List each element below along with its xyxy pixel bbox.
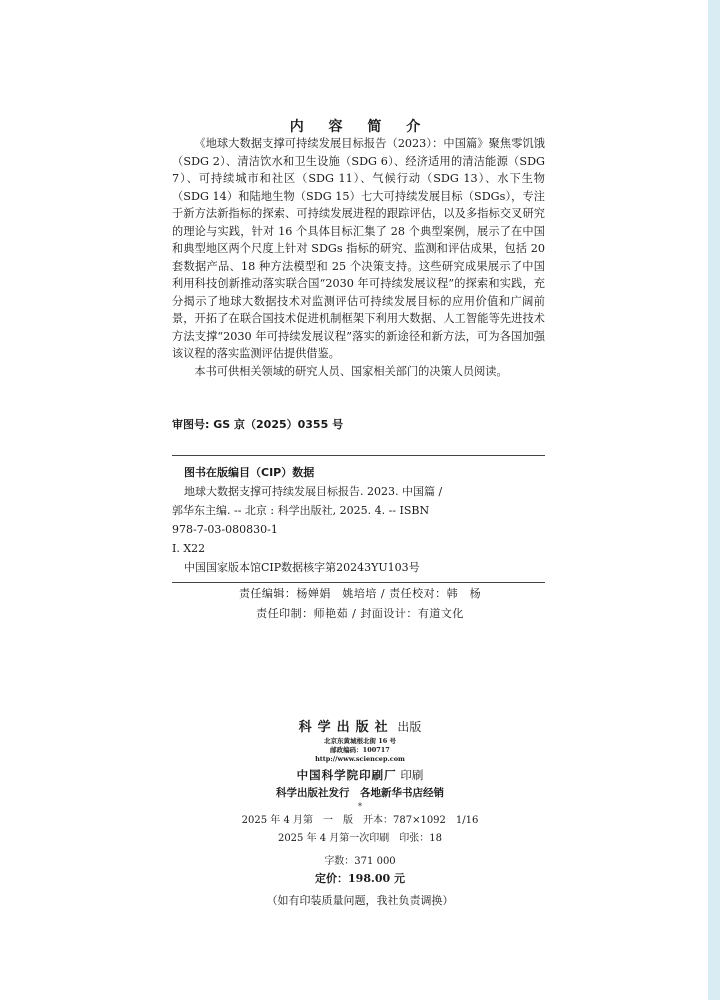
publisher-postcode: 邮政编码：100717 xyxy=(330,746,390,754)
printer-name-logo: 中国科学院印刷厂 xyxy=(296,768,397,782)
word-count: 字数：371 000 xyxy=(324,856,396,867)
cip-line: Ⅰ. X22 xyxy=(172,542,206,555)
publisher-address: 北京东黄城根北街 16 号 xyxy=(323,737,397,745)
cip-line: 地球大数据支撑可持续发展目标报告. 2023. 中国篇 / xyxy=(184,485,443,498)
edition-line: 2025 年 4 月第 一 版 开本：787×1092 1/16 xyxy=(241,815,479,826)
production-credit: 责任印制：师艳茹 / 封面设计：有道文化 xyxy=(256,607,464,620)
summary-paragraph: 《地球大数据支撑可持续发展目标报告（2023）：中国篇》聚焦零饥饿（SDG 2）、清洁饮水和卫生设施（SDG 6）、经济适用的清洁能源（SDG 7）、可持续城市和社区（SDG 11）、气候行动（SDG 13）、水下生物（SDG 14）和陆地生物（SDG 15）七大可持续发展目标（SDGs），专注于新方法新指标的探索、可持续发展进程的跟踪评估，以及多指标交叉研究的理论与实践，针对 16 个具体目标汇集了 28 个典型案例，展示了在中国和典型地区两个尺度上针对 SDGs 指标的研究、监测和评估成果，包括 20 套数据产品、18 种方法模型和 25 个决策支持。这些研究成果展示了中国利用科技创新推动落实联合国“2030 年可持续发展议程”的探索和实践，充分揭示了地球大数据技术对监测评估可持续发展目标的应用价值和广阔前景，开拓了在联合国技术促进机制框架下利用大数据、人工智能等先进技术方法支撑“2030 年可持续发展议程”落实的新途径和新方法，可为各国加强该议程的落实监测评估提供借鉴。 xyxy=(172,137,545,360)
audience-paragraph: 本书可供相关领域的研究人员、国家相关部门的决策人员阅读。 xyxy=(194,364,508,378)
printing-line: 2025 年 4 月第一次印刷 印张：18 xyxy=(277,833,443,844)
price: 定价：198.00 元 xyxy=(315,872,405,885)
cip-data-box xyxy=(172,455,545,583)
credits-block xyxy=(0,584,720,624)
editor-credit: 责任编辑：杨婵娟 姚培培 / 责任校对：韩 杨 xyxy=(238,587,482,600)
separator-star: * xyxy=(358,802,362,811)
publisher-name-logo: 科学出版社 xyxy=(298,720,394,735)
publisher-line xyxy=(0,718,720,737)
map-review-number: 审图号: GS 京（2025）0355 号 xyxy=(172,418,344,431)
printer-line xyxy=(0,766,720,784)
publisher-suffix: 出版 xyxy=(397,720,422,734)
summary-section xyxy=(172,135,545,380)
quality-notice: （如有印装质量问题，我社负责调换） xyxy=(266,894,454,907)
imprint-block xyxy=(0,718,720,911)
page-title: 内 容 简 介 xyxy=(289,119,431,135)
cip-line: 郭华东主编. -- 北京 : 科学出版社, 2025. 4. -- ISBN xyxy=(172,504,430,517)
distribution-line: 科学出版社发行 各地新华书店经销 xyxy=(276,787,444,799)
printer-suffix: 印刷 xyxy=(400,768,424,782)
cip-heading: 图书在版编目（CIP）数据 xyxy=(184,466,315,479)
cip-line: 978-7-03-080830-1 xyxy=(172,523,278,536)
publisher-url: http://www.sciencep.com xyxy=(315,755,405,763)
cip-line: 中国国家版本馆CIP数据核字第20243YU103号 xyxy=(184,561,420,574)
